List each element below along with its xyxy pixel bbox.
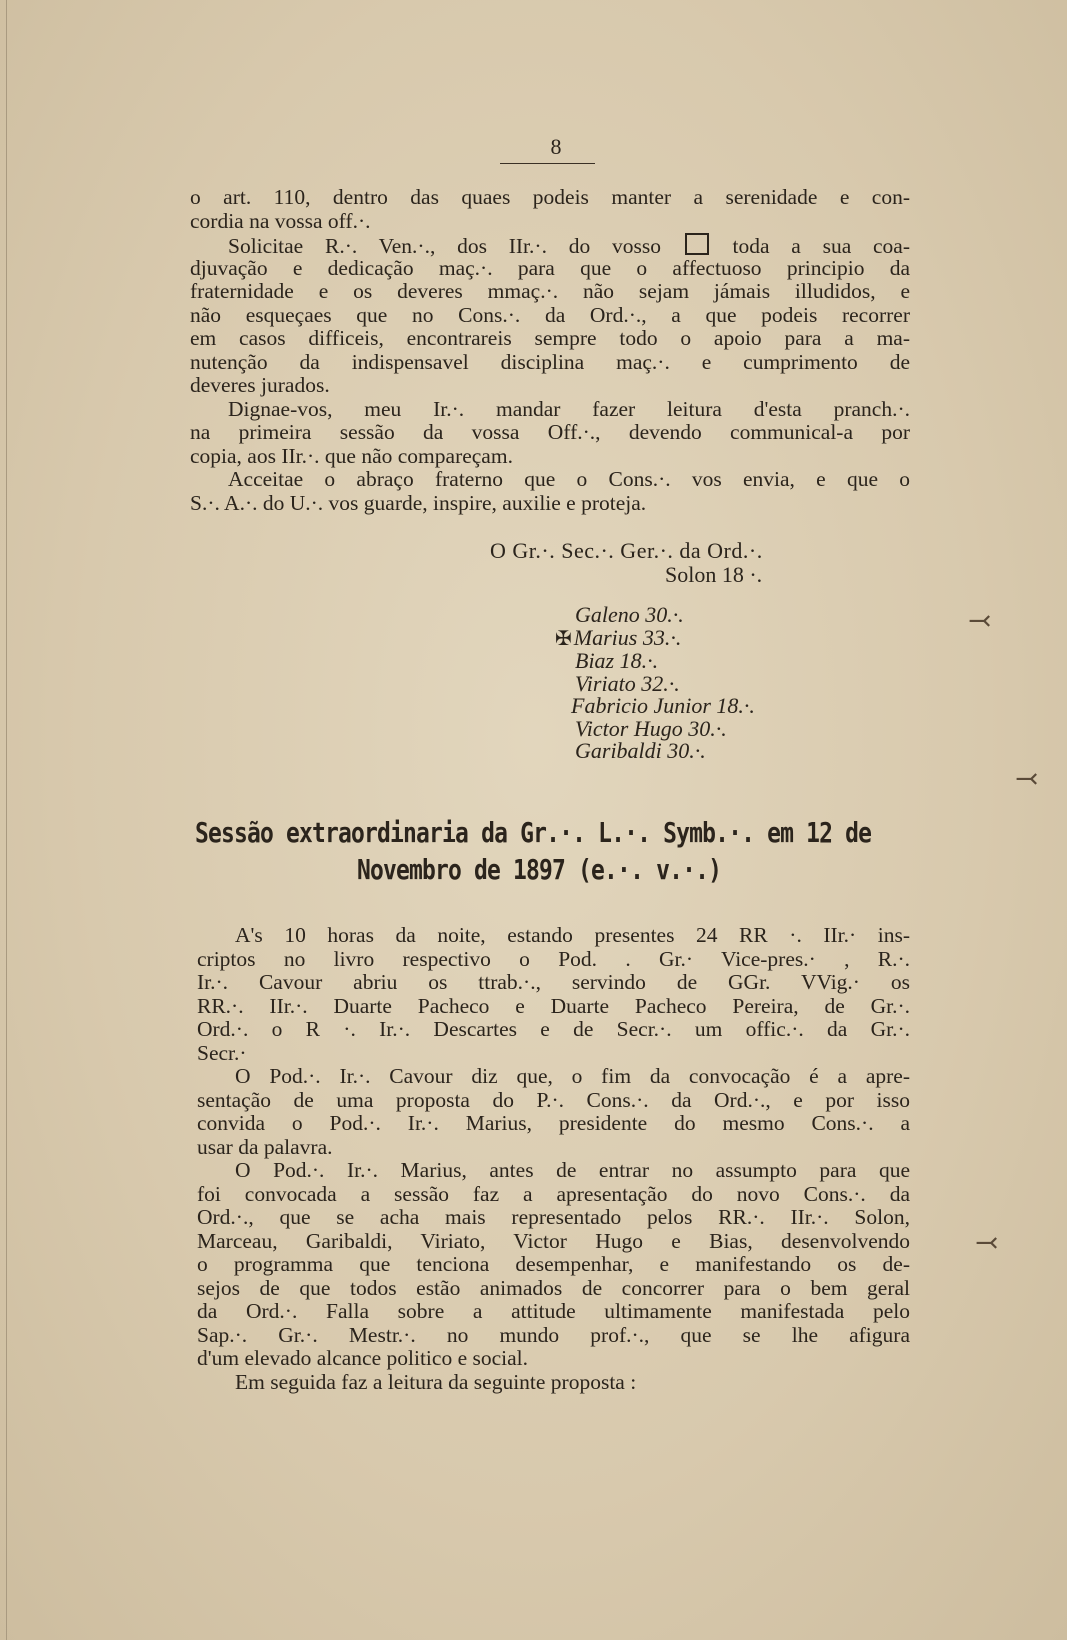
page-edge <box>6 0 7 1640</box>
text-line: S.·. A.·. do U.·. vos guarde, inspire, auxilie e proteja. <box>190 490 647 515</box>
text-line: na primeira sessão da vossa Off.·., devendo communical-a por <box>190 420 910 444</box>
insect-mark-icon: ⤙ <box>968 606 992 637</box>
cross-icon: ✠ <box>555 627 572 650</box>
text-line-part: toda a sua coa- <box>732 234 910 258</box>
page-number-rule <box>500 163 595 164</box>
text-line-part: Solicitae R.·. Ven.·., dos IIr.·. do vosso <box>228 234 661 258</box>
text-line: em casos difficeis, encontrareis sempre todo o apoio para a ma- <box>190 326 910 350</box>
text-line: Dignae-vos, meu Ir.·. mandar fazer leitura d'esta pranch.·. <box>228 396 910 421</box>
text-line: sejos de que todos estão animados de concorrer para o bem geral <box>197 1275 910 1300</box>
insect-mark-icon: ⤙ <box>975 1228 999 1259</box>
text-line: djuvação e dedicação maç.·. para que o affectuoso principio da <box>190 255 910 280</box>
text-line: O Pod.·. Ir.·. Marius, antes de entrar no assumpto para que <box>235 1158 910 1182</box>
text-line: A's 10 horas da noite, estando presentes 24 RR ·. IIr.· ins- <box>235 923 910 947</box>
text-line: da Ord.·. Falla sobre a attitude ultimamente manifestada pelo <box>197 1299 910 1323</box>
text-line: Marceau, Garibaldi, Viriato, Victor Hugo e Bias, desenvolvendo <box>197 1228 910 1253</box>
text-line: não esqueçaes que no Cons.·. da Ord.·., a que podeis recorrer <box>190 302 910 327</box>
bottom-text-block <box>197 924 910 1394</box>
signatory: Fabricio Junior 18.·. <box>571 693 755 718</box>
text-line: Sap.·. Gr.·. Mestr.·. no mundo prof.·., que se lhe afigura <box>197 1322 910 1347</box>
text-line: copia, aos IIr.·. que não compareçam. <box>190 443 513 468</box>
signatory: Biaz 18.·. <box>575 648 659 673</box>
text-line: cordia na vossa off.·. <box>190 208 371 233</box>
text-line: criptos no livro respectivo o Pod. . Gr.· Vice-pres.· , R.·. <box>197 946 910 971</box>
signatory <box>555 624 755 651</box>
text-line <box>190 233 910 257</box>
text-line: deveres jurados. <box>190 373 330 397</box>
signatory-name: Marius 33.·. <box>573 624 682 650</box>
text-line: Ord.·. o R ·. Ir.·. Descartes e de Secr.·. um offic.·. da Gr.·. <box>197 1017 910 1041</box>
text-line: O Pod.·. Ir.·. Cavour diz que, o fim da convocação é a apre- <box>235 1064 910 1088</box>
text-line: Ord.·., que se acha mais representado pelos RR.·. IIr.·. Solon, <box>197 1205 910 1229</box>
signatory: Viriato 32.·. <box>575 670 680 696</box>
text-line: o programma que tenciona desempenhar, e manifestando os de- <box>197 1252 910 1276</box>
text-line: d'um elevado alcance politico e social. <box>197 1346 529 1370</box>
signature-name: Solon 18 ·. <box>665 562 763 587</box>
signatory: Victor Hugo 30.·. <box>575 715 727 741</box>
lodge-square-symbol <box>685 233 709 255</box>
insect-mark-icon: ⤙ <box>1015 764 1039 795</box>
top-text-block <box>190 186 910 515</box>
text-line: convida o Pod.·. Ir.·. Marius, presidente do mesmo Cons.·. a <box>197 1111 910 1135</box>
signatory: Garibaldi 30.·. <box>575 738 706 763</box>
text-line: foi convocada a sessão faz a apresentação do novo Cons.·. da <box>197 1181 910 1206</box>
section-heading-line-1: Sessão extraordinaria da Gr.·. L.·. Symb.·. em 12 de <box>195 816 872 849</box>
signature-title: O Gr.·. Sec.·. Ger.·. da Ord.·. <box>490 538 763 563</box>
text-line: fraternidade e os deveres mmaç.·. não sejam jámais illudidos, e <box>190 279 910 303</box>
signatory: Galeno 30.·. <box>575 602 684 627</box>
text-line: usar da palavra. <box>197 1134 333 1159</box>
text-line: o art. 110, dentro das quaes podeis manter a serenidade e con- <box>190 185 910 209</box>
text-line: Ir.·. Cavour abriu os ttrab.·., servindo de GGr. VVig.· os <box>197 970 910 994</box>
text-line: Acceitae o abraço fraterno que o Cons.·. vos envia, e que o <box>228 467 910 491</box>
section-heading-line-2: Novembro de 1897 (e.·. v.·.) <box>357 853 722 886</box>
page-number: 8 <box>550 134 562 159</box>
text-line: sentação de uma proposta do P.·. Cons.·. da Ord.·., e por isso <box>197 1087 910 1112</box>
text-line: nutenção da indispensavel disciplina maç.·. e cumprimento de <box>190 349 910 374</box>
text-line: Secr.· <box>197 1040 247 1065</box>
text-line: Em seguida faz a leitura da seguinte proposta : <box>235 1369 637 1394</box>
text-line: RR.·. IIr.·. Duarte Pacheco e Duarte Pacheco Pereira, de Gr.·. <box>197 993 910 1018</box>
signatories-list <box>555 602 755 763</box>
